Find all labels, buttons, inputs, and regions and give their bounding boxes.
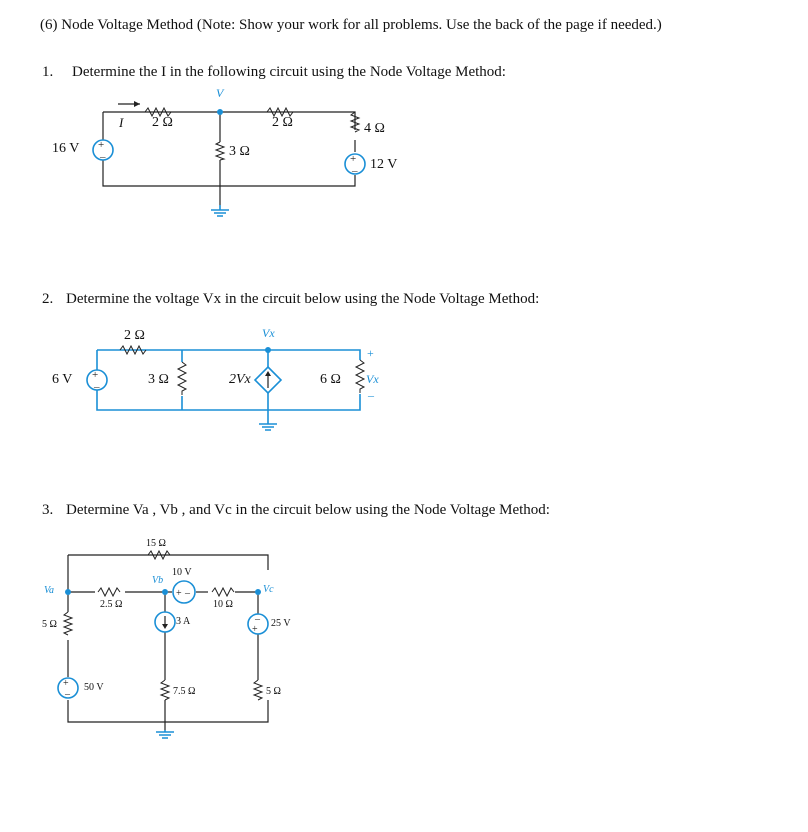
c1-r3-label: 2 Ω <box>272 115 293 130</box>
c3-va-label: Va <box>44 585 54 596</box>
c3-source-50v-minus: – <box>65 689 70 700</box>
c1-source-12v-minus: – <box>352 165 358 177</box>
c1-r4-label: 4 Ω <box>364 121 385 136</box>
c3-source-25v-plus: + <box>252 624 258 635</box>
c3-source-10v-plus: + <box>176 588 182 599</box>
page-heading: (6) Node Voltage Method (Note: Show your work for all problems. Use the back of the page if needed.) <box>40 17 662 33</box>
c3-resistor-2p5ohm <box>98 588 120 596</box>
c2-source-6v-minus: – <box>94 381 100 393</box>
c3-r15-label: 15 Ω <box>146 538 166 549</box>
c3-i3-label: 3 A <box>176 616 191 627</box>
c3-r10-label: 10 Ω <box>213 599 233 610</box>
c3-r5a-label: 5 Ω <box>42 619 57 630</box>
c3-node-vb <box>162 589 168 595</box>
c2-dep-label: 2Vx <box>229 372 251 387</box>
c1-source-12v-plus: + <box>350 153 357 165</box>
problem-3-number: 3. <box>42 502 54 518</box>
c3-v50-label: 50 V <box>84 682 104 693</box>
c3-resistor-7p5ohm <box>161 680 169 700</box>
problem-1-number: 1. <box>42 64 54 80</box>
problem-1-text: Determine the I in the following circuit using the Node Voltage Method: <box>72 64 506 80</box>
c3-top-wire <box>68 555 268 570</box>
c3-vc-label: Vc <box>263 584 274 595</box>
c2-vx-plus: + <box>367 346 374 360</box>
c3-r25-label: 2.5 Ω <box>100 599 123 610</box>
c1-current-label: I <box>119 115 124 130</box>
problem-2-number: 2. <box>42 291 54 307</box>
c3-v25-label: 25 V <box>271 618 291 629</box>
c2-r1-label: 2 Ω <box>124 328 145 343</box>
c2-source-6v-plus: + <box>92 369 99 381</box>
problem-2-text: Determine the voltage Vx in the circuit below using the Node Voltage Method: <box>66 291 540 307</box>
c1-vs2-label: 12 V <box>370 157 398 172</box>
c2-node-vx-label: Vx <box>262 326 275 340</box>
c1-source-16v-minus: – <box>100 151 106 163</box>
c3-node-vc <box>255 589 261 595</box>
c1-r2-label: 3 Ω <box>229 144 250 159</box>
c3-bottom-wire <box>68 700 268 722</box>
c3-resistor-5ohm-a <box>64 612 72 635</box>
c1-node-v-label: V <box>216 86 224 100</box>
c1-source-16v-plus: + <box>98 139 105 151</box>
c1-r1-label: 2 Ω <box>152 115 173 130</box>
c3-r75-label: 7.5 Ω <box>173 686 196 697</box>
c3-node-va <box>65 589 71 595</box>
c2-vx-minus: – <box>368 388 374 402</box>
c3-r5b-label: 5 Ω <box>266 686 281 697</box>
c2-r2-label: 3 Ω <box>148 372 169 387</box>
c2-vx-out-label: Vx <box>366 372 379 386</box>
c3-v10-label: 10 V <box>172 567 192 578</box>
c1-vs1-label: 16 V <box>52 141 80 156</box>
c3-source-10v-minus: – <box>185 588 190 599</box>
c3-resistor-10ohm <box>212 588 234 596</box>
c2-r3-label: 6 Ω <box>320 372 341 387</box>
c3-ground-icon <box>156 730 174 738</box>
c2-vs1-label: 6 V <box>52 372 73 387</box>
problem-3-text: Determine Va , Vb , and Vc in the circuit below using the Node Voltage Method: <box>66 502 550 518</box>
c3-source-25v-minus: – <box>255 614 260 625</box>
c3-source-50v-plus: + <box>63 678 69 689</box>
c3-vb-label: Vb <box>152 575 164 586</box>
c3-resistor-5ohm-b <box>254 680 262 700</box>
